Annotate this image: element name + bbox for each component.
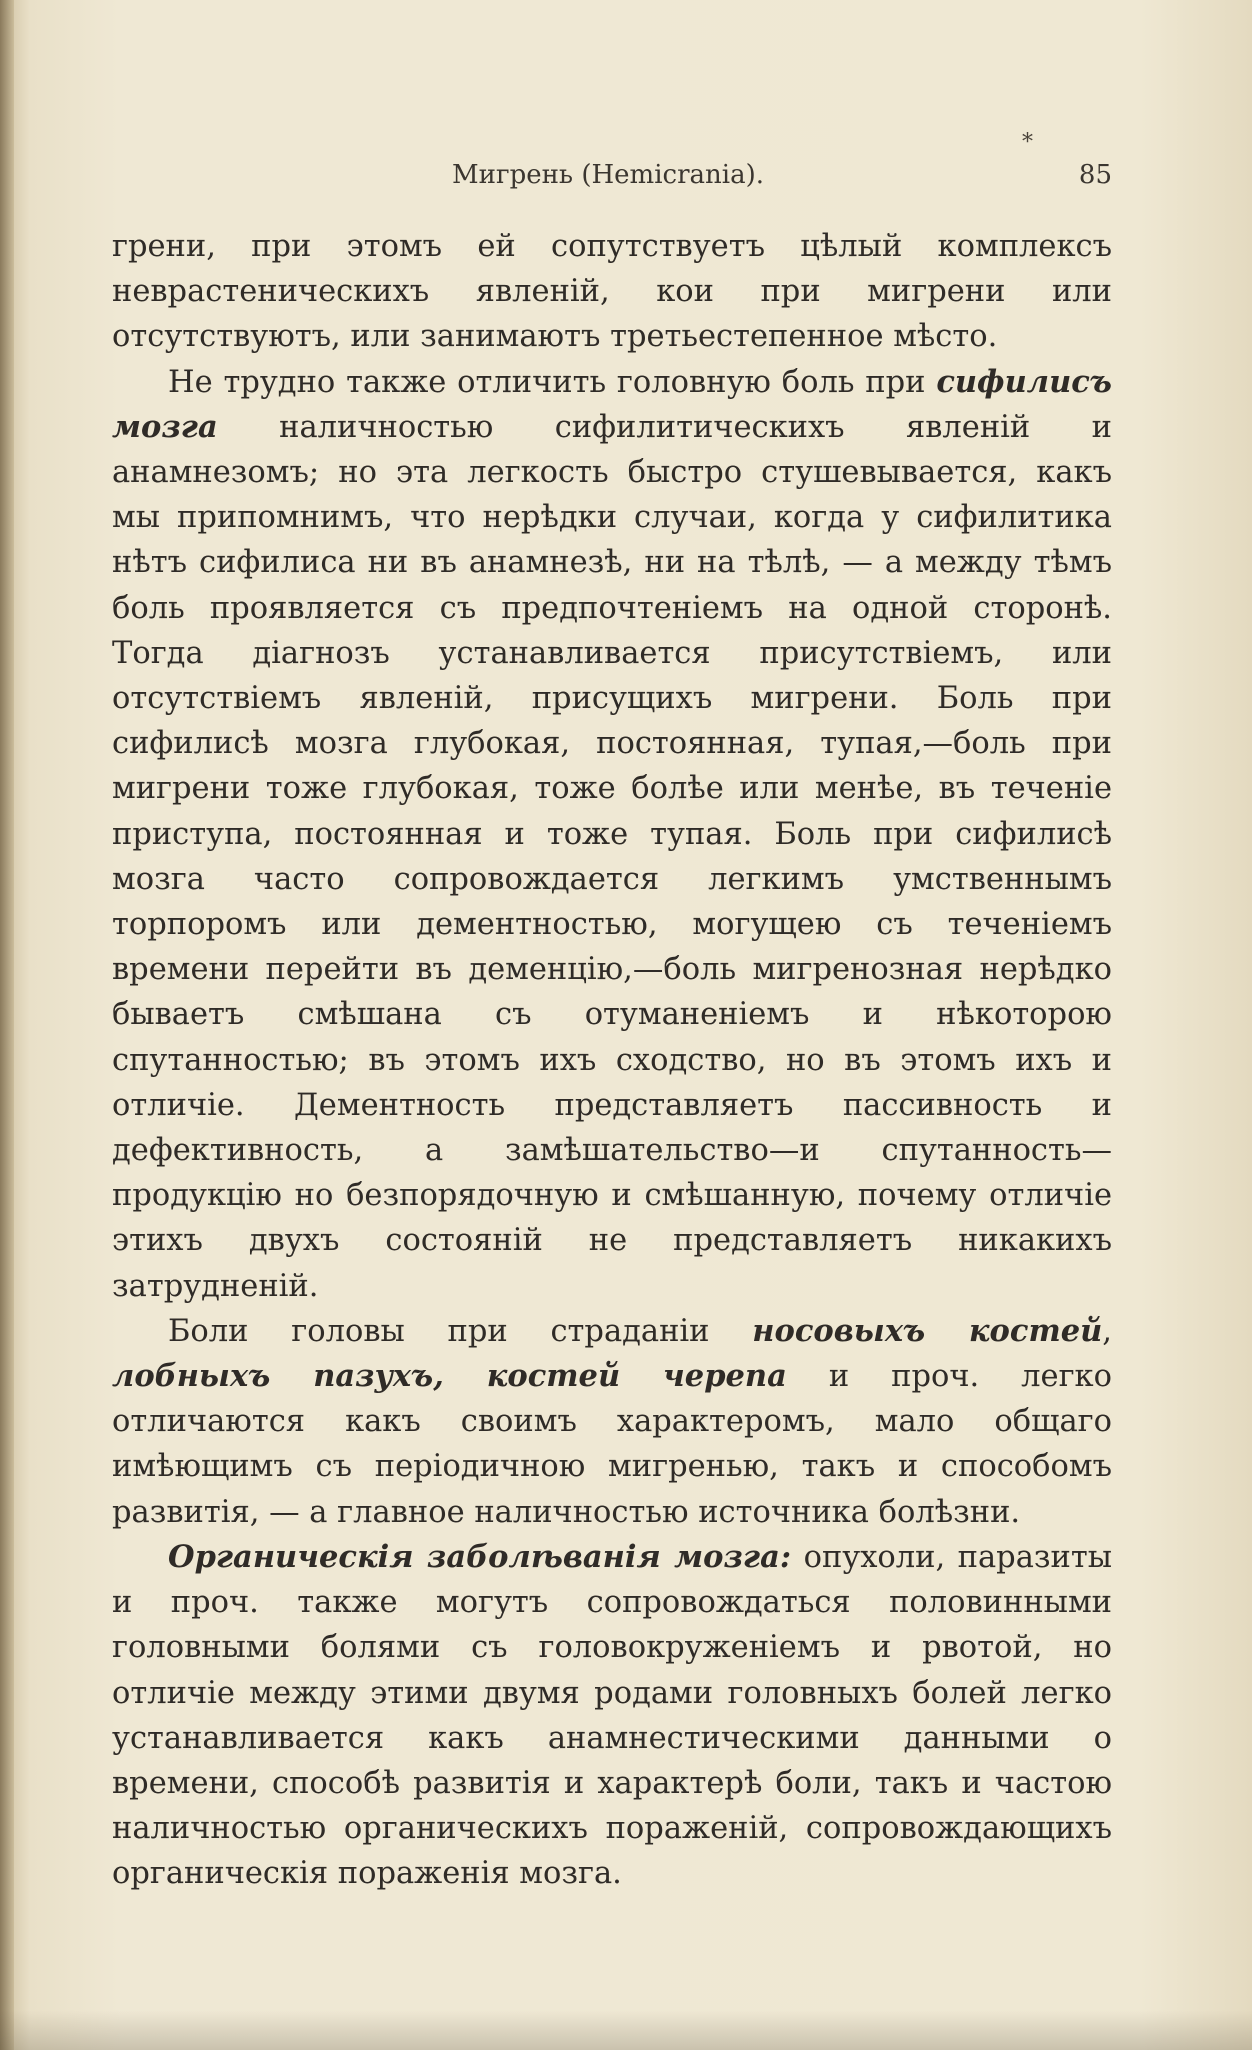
- text-run: наличностью сифилитическихъ явленій и анамнезомъ; но эта легкость быстро стушевывается, какъ мы припомнимъ, что нерѣдки случаи, когда у сифилитика нѣтъ сифилиса ни въ анамнезѣ, ни на тѣлѣ, — а между тѣмъ боль проявляется съ предпочтеніемъ на одной сторонѣ. Тогда діагнозъ устанавливается присутствіемъ, или отсутствіемъ явленій, присущихъ мигрени. Боль при сифилисѣ мозга глубокая, постоянная, тупая,—боль при мигрени тоже глубокая, тоже болѣе или менѣе, въ теченіе приступа, постоянная и тоже тупая. Боль при сифилисѣ мозга часто сопровождается легкимъ умственнымъ торпоромъ или дементностью, могущею съ теченіемъ времени перейти въ деменцію,—боль мигренозная нерѣдко бываетъ смѣшана съ отуманеніемъ и нѣкоторою спутанностью; въ этомъ ихъ сходство, но въ этомъ ихъ и отличіе. Дементность представляетъ пассивность и дефективность, а замѣшательство—и спутанность—продукцію но безпорядочную и смѣшанную, почему отличіе этихъ двухъ состояній не представляетъ никакихъ затрудненій.: [112, 409, 1112, 1304]
- text-run: Не трудно также отличить головную боль при: [168, 364, 937, 400]
- page-number: 85: [1078, 160, 1112, 190]
- italic-term: носовыхъ костей: [752, 1312, 1103, 1349]
- italic-term: Органическія заболѣванія мозга:: [168, 1538, 792, 1575]
- italic-term: сифилисъ мозга: [112, 363, 1112, 445]
- text-run: и проч. легко отличаются какъ своимъ характеромъ, мало общаго имѣющимъ съ періодичною мигренью, такъ и способомъ развитія, — а главное наличностью источника болѣзни.: [112, 1359, 1112, 1530]
- page-body: [112, 224, 1112, 1897]
- text-run: ,: [1102, 1313, 1112, 1349]
- paragraph: [112, 360, 1112, 1309]
- text-run: опухоли, паразиты и проч. также могутъ сопровождаться половинными головными болями съ головокруженіемъ и рвотой, но отличіе между этими двумя родами головныхъ болей легко устанавливается какъ анамнестическими данными о времени, способѣ развитія и характерѣ боли, такъ и частою наличностью органическихъ пораженій, сопровождающихъ органическія пораженія мозга.: [112, 1539, 1112, 1892]
- running-head: [112, 130, 1112, 196]
- text-run: Боли головы при страданіи: [168, 1313, 753, 1349]
- page-bottom-shadow: [0, 2010, 1252, 2050]
- paragraph: [112, 1535, 1112, 1897]
- text-run: грени, при этомъ ей сопутствуетъ цѣлый комплексъ неврастеническихъ явленій, кои при мигрени или отсутствуютъ, или занимаютъ третьестепенное мѣсто.: [112, 229, 1112, 355]
- paragraph: [112, 1309, 1112, 1535]
- book-spine-edge: [0, 0, 14, 2050]
- running-title: Мигрень (Hemicrania).: [452, 160, 764, 190]
- italic-term: лобныхъ пазухъ, костей черепа: [112, 1358, 787, 1395]
- paragraph: [112, 224, 1112, 360]
- page-mark: *: [1022, 130, 1033, 155]
